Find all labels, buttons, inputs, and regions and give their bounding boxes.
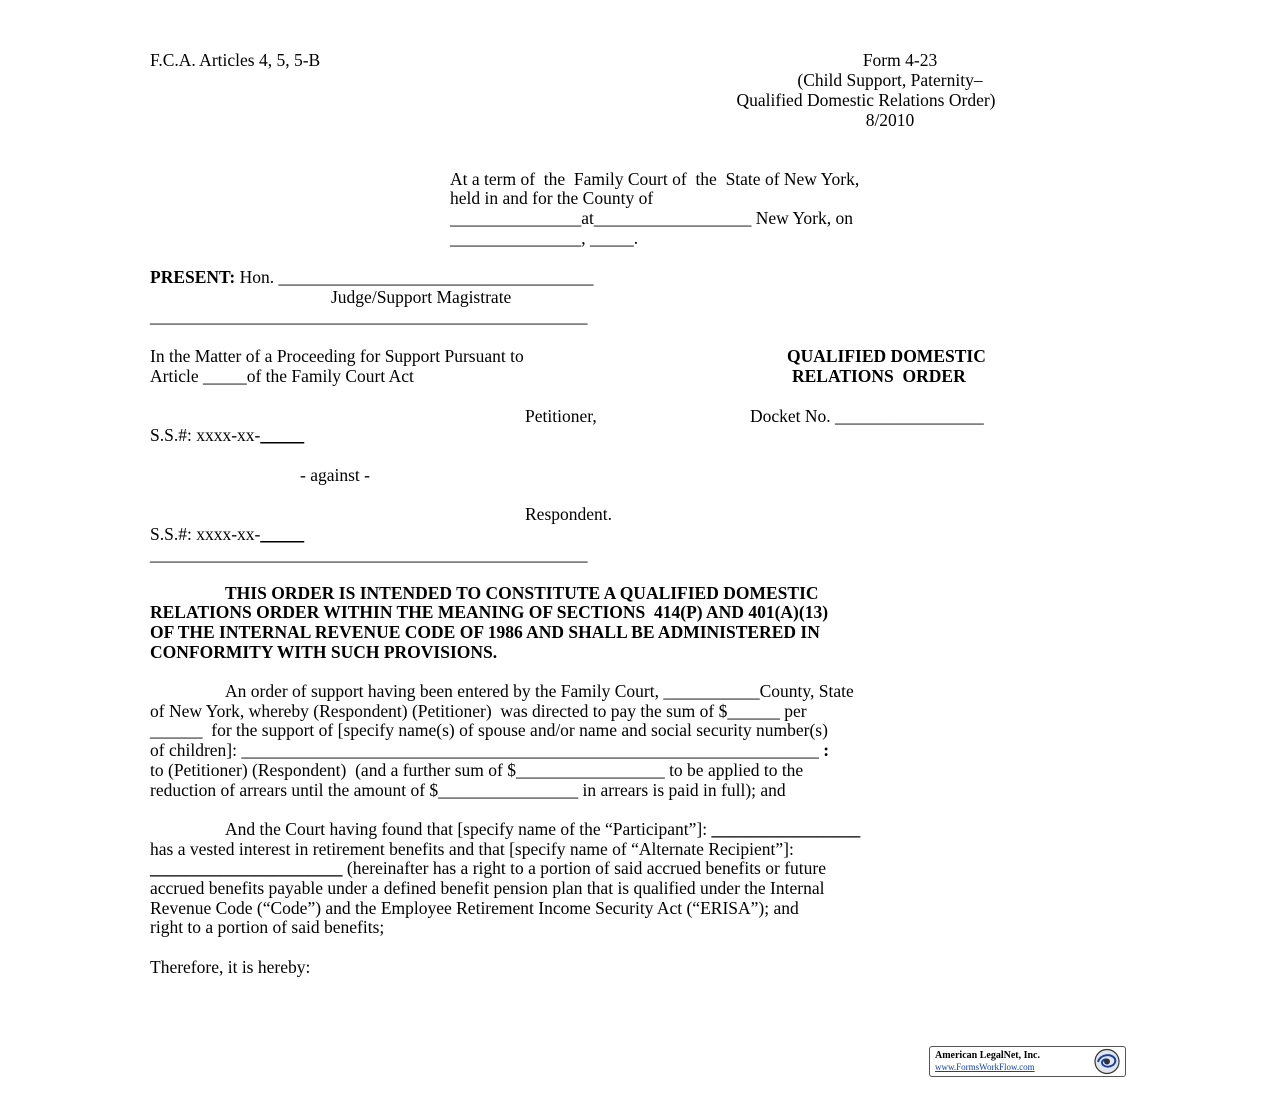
support-paragraph-line-3: ______ for the support of [specify name(s) of spouse and/or name and social security number(s) (150, 720, 828, 740)
petitioner-label: Petitioner, (525, 406, 597, 426)
present-line (150, 267, 594, 287)
notice-line-4: CONFORMITY WITH SUCH PROVISIONS. (150, 642, 498, 662)
order-title-line-1: QUALIFIED DOMESTIC (787, 346, 986, 366)
caption-bottom-rule: __________________________________________________ (150, 544, 588, 564)
finding-paragraph-line-3 (150, 858, 826, 878)
support-paragraph-line-4 (150, 740, 829, 760)
logo-url-link[interactable]: www.FormsWorkFlow.com (935, 1062, 1035, 1072)
matter-line-2: Article _____of the Family Court Act (150, 366, 414, 386)
court-term-line-4: _______________, _____. (450, 228, 639, 248)
respondent-ssn (150, 524, 304, 544)
logo-company-name: American LegalNet, Inc. (935, 1050, 1040, 1061)
petitioner-ssn (150, 425, 304, 445)
finding-paragraph-line-4: accrued benefits payable under a defined benefit pension plan that is qualified under the Internal (150, 878, 825, 898)
participant-label: And the Court having found that [specify name of the “Participant”]: (225, 819, 712, 839)
matter-line-1: In the Matter of a Proceeding for Support Pursuant to (150, 346, 524, 366)
docket-number: Docket No. _________________ (750, 406, 984, 426)
participant-blank: _________________ (711, 819, 861, 839)
support-paragraph-line-2: of New York, whereby (Respondent) (Petitioner) was directed to pay the sum of $______ per (150, 701, 807, 721)
form-number: Form 4-23 (862, 50, 938, 70)
caption-top-rule: __________________________________________________ (150, 306, 588, 326)
judge-title: Judge/Support Magistrate (331, 287, 512, 307)
form-date: 8/2010 (865, 110, 915, 130)
form-subtitle-2: Qualified Domestic Relations Order) (736, 90, 996, 110)
alternate-recipient-blank: ______________________ (150, 858, 343, 878)
hon-blank: Hon. ____________________________________ (235, 267, 594, 287)
present-label: PRESENT: (150, 267, 236, 287)
hereinafter-text: (hereinafter has a right to a portion of said accrued benefits or future (342, 858, 826, 878)
children-colon: : (818, 740, 830, 760)
closing-line: Therefore, it is hereby: (150, 957, 311, 977)
american-legalnet-logo[interactable] (929, 1046, 1126, 1077)
ssn-label: S.S.#: xxxx-xx- (150, 425, 261, 445)
form-subtitle-1: (Child Support, Paternity– (797, 70, 983, 90)
children-blank: __________________________________________________________________ (241, 740, 819, 760)
notice-line-2: RELATIONS ORDER WITHIN THE MEANING OF SECTIONS 414(P) AND 401(A)(13) (150, 602, 829, 622)
respondent-label: Respondent. (525, 504, 613, 524)
ssn-label: S.S.#: xxxx-xx- (150, 524, 261, 544)
court-term-line-1: At a term of the Family Court of the State of New York, (450, 169, 860, 189)
finding-paragraph-line-2: has a vested interest in retirement benefits and that [specify name of “Alternate Recipient”]: (150, 839, 794, 859)
order-title-line-2: RELATIONS ORDER (792, 366, 966, 386)
support-paragraph-line-6: reduction of arrears until the amount of $________________ in arrears is paid in full); and (150, 780, 786, 800)
statute-reference: F.C.A. Articles 4, 5, 5-B (150, 50, 321, 70)
finding-paragraph-line-6: right to a portion of said benefits; (150, 917, 385, 937)
court-term-line-2: held in and for the County of (450, 188, 654, 208)
children-label: of children]: (150, 740, 242, 760)
notice-line-3: OF THE INTERNAL REVENUE CODE OF 1986 AND SHALL BE ADMINISTERED IN (150, 622, 820, 642)
support-paragraph-line-5: to (Petitioner) (Respondent) (and a further sum of $_________________ to be applied to the (150, 760, 804, 780)
support-paragraph-line-1: An order of support having been entered by the Family Court, ___________County, State (225, 681, 854, 701)
against-label: - against - (300, 465, 370, 485)
notice-line-1: THIS ORDER IS INTENDED TO CONSTITUTE A QUALIFIED DOMESTIC (225, 583, 819, 603)
finding-paragraph-line-1 (225, 819, 860, 839)
court-term-line-3: _______________at__________________ New York, on (450, 208, 853, 228)
ssn-blank: _____ (260, 524, 305, 544)
ssn-blank: _____ (260, 425, 305, 445)
finding-paragraph-line-5: Revenue Code (“Code”) and the Employee Retirement Income Security Act (“ERISA”); and (150, 898, 799, 918)
globe-swirl-icon (1092, 1048, 1122, 1075)
